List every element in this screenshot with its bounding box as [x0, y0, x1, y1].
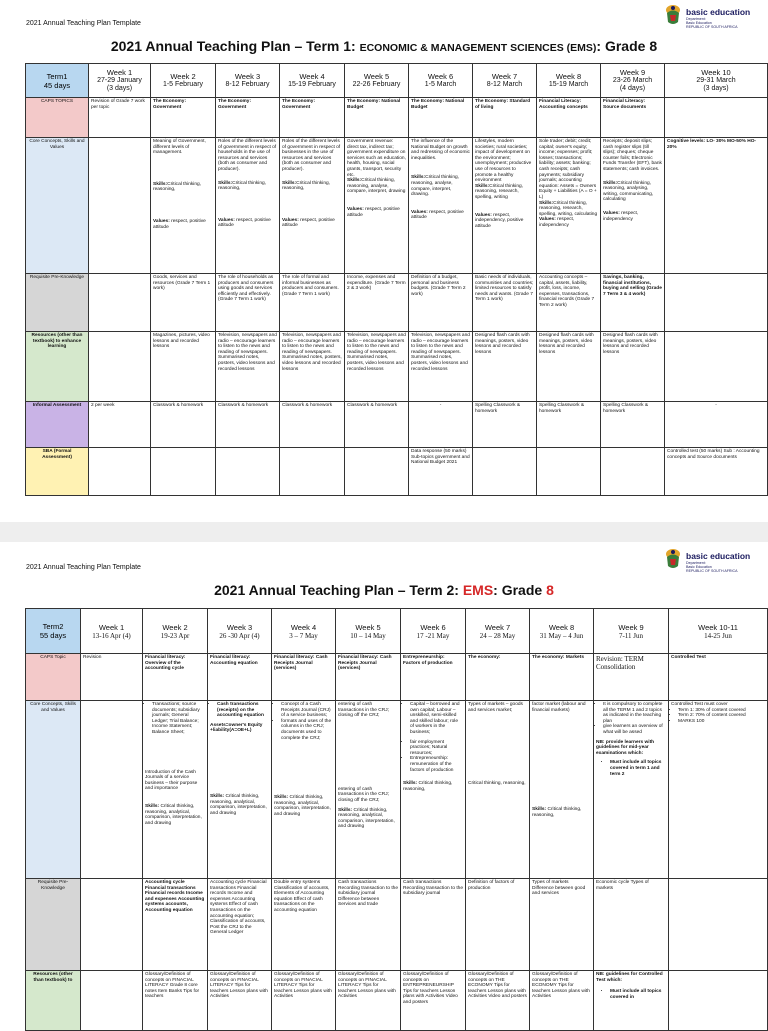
pre-cell: The role of households as producers and consumers using goods and services efficiently and effectively. (Grade 7 Term 1 work) [216, 274, 280, 332]
sba-cell [280, 448, 345, 496]
core-cell: factor market (labour and financial markets) Skills: Critical thinking, reasoning, [530, 701, 594, 879]
pre-cell [665, 274, 768, 332]
pre-cell [81, 879, 143, 971]
page-separator [0, 522, 768, 542]
week-header: Week 2 19-23 Apr [143, 609, 208, 654]
res-cell: Television, newspapers and radio – encourage learners to listen to the news and reading of newspapers. Summarised notes, posters, video lessons and recorded lessons [280, 332, 345, 402]
row-label: SBA (Formal Assessment) [26, 448, 89, 496]
caps-cell: Financial literacy: Cash Receipts Journal (services) [272, 654, 336, 701]
caps-cell: The economy: [466, 654, 530, 701]
brand-name: basic education [686, 7, 751, 17]
pre-cell: Cash transactions Recording transaction to the subsidiary journal [401, 879, 466, 971]
pre-cell: Types of markets Difference between good and services [530, 879, 594, 971]
caps-cell: Revision: TERM Consolidation [594, 654, 669, 701]
week-header: Week 1 27-29 January (3 days) [89, 64, 151, 98]
core-cell: Lifestyles, modern societies; rural societies; impact of development on the environment; unemployment; productive use of resources to promote a healthy environment Skills:Critical thinking, reasoning, research, spelling, writing Values: respect, independency, positive attitude [473, 138, 537, 274]
row-label: Core Concepts, Skills and Values [26, 701, 81, 879]
caps-cell: Financial Literacy: Accounting concepts [537, 98, 601, 138]
week-header: Week 8 15-19 March [537, 64, 601, 98]
pre-cell: The role of formal and informal businesses as producers and consumers. (Grade 7 Term 1 work) [280, 274, 345, 332]
res-cell [89, 332, 151, 402]
res-cell: Designed flash cards with meanings, posters, video lessons and recorded lessons [473, 332, 537, 402]
pre-cell: Income, expenses and expenditure. (Grade 7 Term 2 & 3 work) [345, 274, 409, 332]
week-header: Week 5 10 – 14 May [336, 609, 401, 654]
res-cell: Television, newspapers and radio – encourage learners to listen to the news and reading of newspapers. Summarised notes, posters, video lessons and recorded lessons [409, 332, 473, 402]
caps-cell: Financial Literacy: Source documents [601, 98, 665, 138]
caps-cell: Controlled Test [669, 654, 768, 701]
inf-cell: Spelling Classwork & homework [537, 402, 601, 448]
pre-cell [669, 879, 768, 971]
row-label: Resources (other than textbook) to enhance learning [26, 332, 89, 402]
term-cell: Term1 45 days [26, 64, 89, 98]
week-header: Week 3 8-12 February [216, 64, 280, 98]
sba-cell [216, 448, 280, 496]
informal-row [26, 402, 768, 448]
row-label: CAPS TOPICS [26, 98, 89, 138]
res-cell: Television, newspapers and radio – encourage learners to listen to the news and reading of newspapers. Summarised notes, posters, video lessons and recorded lessons [216, 332, 280, 402]
row-label: Resources (other than textbook) to [26, 971, 81, 1031]
sba-row [26, 448, 768, 496]
caps-cell: Revision [81, 654, 143, 701]
inf-cell: 2 per week [89, 402, 151, 448]
core-cell: • Transactions; source documents; subsidiary journals; General Ledger; Trial Balance; Income Statement; Balance Sheet; Introduction of the Cash Journals of a service business – their purpose and importance Skills: Critical thinking, reasoning, analytical, comparison, interpretation, and drawing [143, 701, 208, 879]
res-cell: Glossary/Definition of concepts on ENTREPRENEURSHIP Tips for teachers Lesson plans with Activities Video and posters [401, 971, 466, 1031]
inf-cell: Spelling Classwork & homework [601, 402, 665, 448]
res-cell: Glossary/Definition of concepts on THE ECONOMY Tips for teachers Lesson plans with Activities [530, 971, 594, 1031]
core-cell: Meaning of Government, different levels of management. Skills:Critical thinking, reasoning, Values: respect, positive attitude [151, 138, 216, 274]
week-header: Week 9 23-26 March (4 days) [601, 64, 665, 98]
week-header: Week 4 15-19 February [280, 64, 345, 98]
dbe-logo [664, 4, 764, 32]
caps-cell [665, 98, 768, 138]
sba-cell: Data response (50 marks) Sub-topics government and National Budget 2021 [409, 448, 473, 496]
week-header: Week 6 17 -21 May [401, 609, 466, 654]
core-cell: • Cash transactions (receipts) on the accounting equation Assets=owner's Equity +liability(A=OE+L) Skills: Critical thinking, reasoning, analytical, comparison, interpretation, and drawing [208, 701, 272, 879]
page-title-term-2: 2021 Annual Teaching Plan – Term 2: EMS: Grade 8 [214, 582, 554, 598]
core-cell: Roles of the different levels of government in respect of households in the use of resources and services (both as consumer and producer). Skills:Critical thinking, reasoning, Values: respect, positive attitude [216, 138, 280, 274]
pre-cell: Double entry systems Classification of accounts, Elements of Accounting equation Effect of cash transactions on the accounting equation [272, 879, 336, 971]
week-header-row [26, 64, 768, 98]
pre-cell: Basic needs of individuals, communities and countries; limited resources to satisfy needs and wants. (Grade 7 Term 1 work) [473, 274, 537, 332]
pre-cell [89, 274, 151, 332]
caps-cell: Financial literacy: Cash Receipts Journal (services) [336, 654, 401, 701]
core-cell: The influence of the National Budget on growth and redressing of economic inequalities. Skills:Critical thinking, reasoning, analyse, compare, interpret, drawing. Values: respect, positive attitude [409, 138, 473, 274]
coat-of-arms-icon [664, 548, 682, 570]
row-label: Requisite Pre-Knowledge [26, 879, 81, 971]
core-cell: Cognitive levels: LO- 30% MO-50% HO-20% [665, 138, 768, 274]
caps-row [26, 654, 768, 701]
caps-cell: The Economy: Government [151, 98, 216, 138]
res-cell [81, 971, 143, 1031]
inf-cell: Classwork & homework [345, 402, 409, 448]
sba-cell: Controlled test (50 marks) Sub : Accounting concepts and Source documents [665, 448, 768, 496]
inf-cell: Spelling Classwork & homework [473, 402, 537, 448]
dbe-logo [664, 548, 764, 576]
brand-name: basic education [686, 551, 751, 561]
row-label: Core Concepts, Skills and Values [26, 138, 89, 274]
core-cell [81, 701, 143, 879]
caps-cell: Financial literacy: Accounting equation [208, 654, 272, 701]
week-header: Week 5 22-26 February [345, 64, 409, 98]
pre-cell: Definition of factors of production [466, 879, 530, 971]
inf-cell: Classwork & homework [151, 402, 216, 448]
res-cell: Glossary/Definition of concepts on FINACIAL LITERACY Tips for teachers Lesson plans with Activities [208, 971, 272, 1031]
res-cell: Glossary/Definition of concepts on FINACIAL LITERACY Tips for teachers Lesson plans with Activities [272, 971, 336, 1031]
prerequisite-row [26, 274, 768, 332]
week-header: Week 10 29-31 March (3 days) [665, 64, 768, 98]
caps-cell: The Economy: Standard of living [473, 98, 537, 138]
res-cell: Designed flash cards with meanings, posters, video lessons and recorded lessons [537, 332, 601, 402]
prerequisite-row [26, 879, 768, 971]
week-header: Week 10-11 14-25 Jun [669, 609, 768, 654]
pre-cell: Goods, services and resources (Grade 7 Term 1 work) [151, 274, 216, 332]
pre-cell: Savings, banking, financial institutions, buying and selling (Grade 7 Term 3 & 4 work) [601, 274, 665, 332]
core-cell: Types of markets – goods and services market; Critical thinking, reasoning, [466, 701, 530, 879]
core-cell: • Concept of a Cash Receipts Journal (CRJ) of a service business; • formats and uses of the columns in the CRJ; documents used to complete the CRJ; Skills: Critical thinking, reasoning, analytical, comparison, interpretation, and drawing [272, 701, 336, 879]
term-2-plan-table [25, 608, 768, 1031]
sba-cell [151, 448, 216, 496]
week-header: Week 7 8-12 March [473, 64, 537, 98]
week-header: Week 8 31 May – 4 Jun [530, 609, 594, 654]
week-header-row [26, 609, 768, 654]
caps-cell: The Economy: Government [216, 98, 280, 138]
core-cell: • Capital – borrowed and own capital; Labour – unskilled, semi-skilled and skilled labour; role of workers in the business; • fair employment practices; Natural resources; • Entrepreneurship: remuneration of the factors of production Skills: Critical thinking, reasoning, [401, 701, 466, 879]
sba-cell [601, 448, 665, 496]
week-header: Week 3 26 -30 Apr (4) [208, 609, 272, 654]
week-header: Week 4 3 – 7 May [272, 609, 336, 654]
pre-cell: Accounting concepts – capital, assets, liability, profit, loss, income, expenses, transactions, financial records (Grade 7 Term 2 work) [537, 274, 601, 332]
row-label: Requisite Pre-Knowledge [26, 274, 89, 332]
core-cell: • It is compulsory to complete all the TERM 1 and 2 topics as indicated in the teaching plan • give learners an overview of what will be assed NB: provide learners with guidelines for mid-year examinations which: • Must include all topics covered in term 1 and term 2 [594, 701, 669, 879]
core-cell [89, 138, 151, 274]
caps-row [26, 98, 768, 138]
brand-subtitle: Department: Basic Education REPUBLIC OF SOUTH AFRICA [686, 17, 738, 30]
caps-cell: The Economy: National Budget [345, 98, 409, 138]
core-cell: Sole trader; debit; credit; capital; owner's equity; income; expenses; profit; losses; transactions; liability; assets; banking; cash receipts; cash payments; subsidiary journals; accounting equation: Assets = Owners Equity + Liabilities (A = O + L) Skills:Critical thinking, reasoning, research, spelling, writing, calculating Values: respect, independency [537, 138, 601, 274]
row-label: Informal Assessment [26, 402, 89, 448]
inf-cell: - [409, 402, 473, 448]
caps-cell: Revision of Grade 7 work per topic [89, 98, 151, 138]
caps-cell: Entrepreneurship: Factors of production [401, 654, 466, 701]
week-header: Week 9 7-11 Jun [594, 609, 669, 654]
resources-row [26, 332, 768, 402]
week-header: Week 2 1-5 February [151, 64, 216, 98]
pre-cell: Definition of a budget, personal and business budgets. (Grade 7 Term 2 work) [409, 274, 473, 332]
resources-row [26, 971, 768, 1031]
sba-cell [89, 448, 151, 496]
sba-cell [345, 448, 409, 496]
pre-cell: Accounting cycle Financial transactions Financial records Income and expenses Accounting systems accounts, Accounting equation [143, 879, 208, 971]
inf-cell: Classwork & homework [216, 402, 280, 448]
core-row [26, 138, 768, 274]
core-cell: Receipts; deposit slips; cash register slips (till slips); cheques; cheque counter foils; Electronic Funds Transfer (EFT), bank statements; cash invoices. Skills:Critical thinking, reasoning, analysing, writing, communicating, calculating Values: respect, independency [601, 138, 665, 274]
pre-cell: Cash transactions Recording transaction to the subsidiary journal Difference between Services and trade [336, 879, 401, 971]
res-cell: Glossary/Definition of concepts on FINACIAL LITERACY Grade 8 core notes Item Banks Tips for teachers [143, 971, 208, 1031]
caps-cell: The Economy: National Budget [409, 98, 473, 138]
page-title-term-1: 2021 Annual Teaching Plan – Term 1: ECONOMIC & MANAGEMENT SCIENCES (EMS): Grade 8 [110, 38, 658, 54]
res-cell: Glossary/Definition of concepts on THE ECONOMY Tips for teachers Lesson plans with Activities Video and posters [466, 971, 530, 1031]
core-cell: Roles of the different levels of government in respect of businesses in the use of resources and services (both as consumer and producer). Skills:Critical thinking, reasoning, Values: respect, positive attitude [280, 138, 345, 274]
pre-cell: Accounting cycle Financial transactions Financial records Income and expenses Accounting systems Effect of cash transactions on the accounting equation; Classification of accounts, Post the CRJ to the General Ledger [208, 879, 272, 971]
caps-cell: The economy: Markets [530, 654, 594, 701]
core-cell: Controlled Test must cover • Term 1: 30% of content covered • Term 2: 70% of content covered • MARKS 100 [669, 701, 768, 879]
pre-cell: Economic cycle Types of markets [594, 879, 669, 971]
row-label: CAPS Topic [26, 654, 81, 701]
coat-of-arms-icon [664, 4, 682, 26]
res-cell [669, 971, 768, 1031]
week-header: Week 7 24 – 28 May [466, 609, 530, 654]
sba-cell [537, 448, 601, 496]
core-cell: Government revenue: direct tax, indirect tax; government expenditure on services such as education, health, housing, social grants, transport, security etc. Skills:Critical thinking, reasoning, analyse, compare, interpret, drawing Values: respect, positive attitude [345, 138, 409, 274]
template-label: 2021 Annual Teaching Plan Template [26, 564, 141, 571]
caps-cell: The Economy: Government [280, 98, 345, 138]
brand-subtitle: Department: Basic Education REPUBLIC OF SOUTH AFRICA [686, 561, 738, 574]
core-cell: entering of cash transactions in the CRJ; closing off the CRJ; entering of cash transactions in the CRJ; closing off the CRJ; Skills: Critical thinking, reasoning, analytical, comparison, interpretation, and drawing [336, 701, 401, 879]
res-cell [665, 332, 768, 402]
week-header: Week 6 1-5 March [409, 64, 473, 98]
term-cell: Term2 55 days [26, 609, 81, 654]
page-term-2 [0, 544, 768, 1024]
res-cell: Designed flash cards with meanings, posters, video lessons and recorded lessons [601, 332, 665, 402]
inf-cell: Classwork & homework [280, 402, 345, 448]
res-cell: Glossary/Definition of concepts on FINACIAL LITERACY Tips for teachers Lesson plans with Activities [336, 971, 401, 1031]
sba-cell [473, 448, 537, 496]
week-header: Week 1 13-16 Apr (4) [81, 609, 143, 654]
res-cell: NB: guidelines for Controlled Test which: • Must include all topics covered in [594, 971, 669, 1031]
res-cell: Magazines, pictures, video lessons and recorded lessons [151, 332, 216, 402]
term-1-plan-table [25, 63, 768, 496]
core-row [26, 701, 768, 879]
inf-cell: - [665, 402, 768, 448]
template-label: 2021 Annual Teaching Plan Template [26, 20, 141, 27]
caps-cell: Financial literacy: Overview of the accounting cycle [143, 654, 208, 701]
res-cell: Television, newspapers and radio – encourage learners to listen to the news and reading of newspapers. Summarised notes, posters, video lessons and recorded lessons [345, 332, 409, 402]
